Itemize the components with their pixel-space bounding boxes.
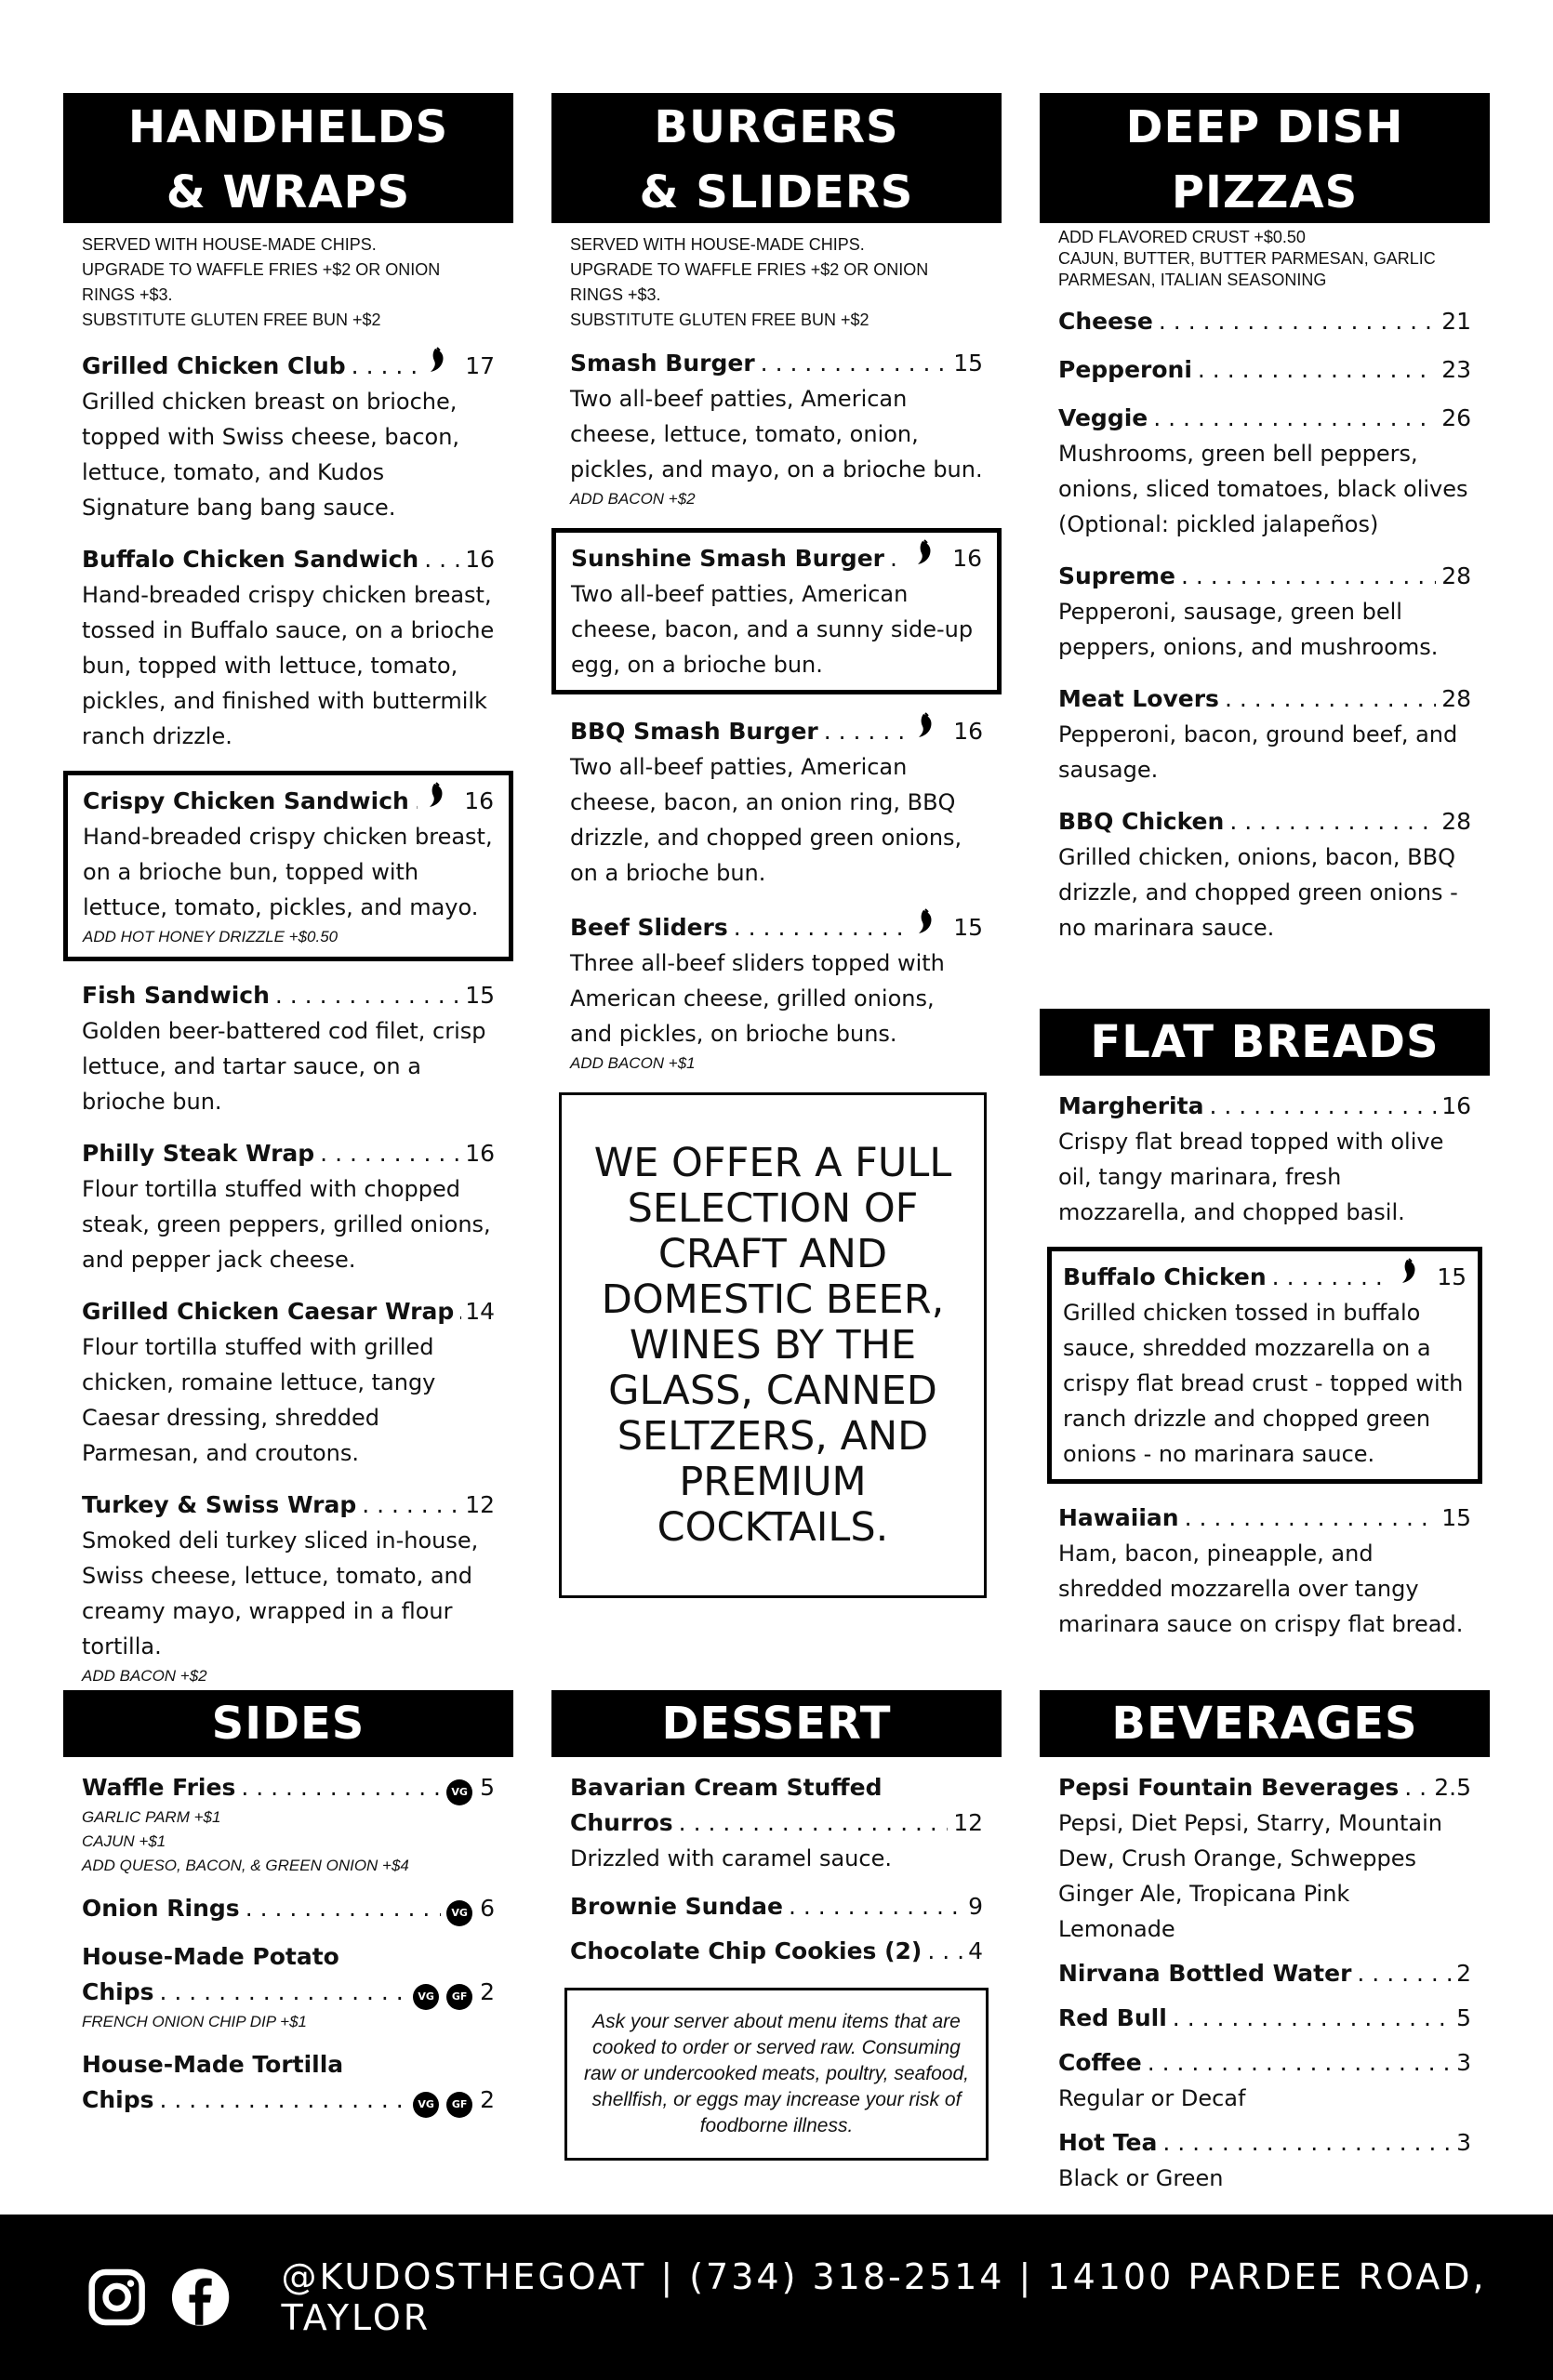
item-description: Black or Green [1058, 2165, 1224, 2191]
item-description: Ham, bacon, pineapple, and shredded mozzarella over tangy marinara sauce on crispy flat bread. [1058, 1540, 1464, 1637]
menu-item [1058, 2001, 1471, 2036]
spicy-pepper-icon [423, 781, 451, 809]
section-note [570, 232, 983, 333]
spicy-pepper-icon [1396, 1257, 1424, 1285]
menu-item [570, 907, 983, 1076]
menu-item [82, 1939, 495, 2034]
section-title-line2: & SLIDERS [639, 166, 914, 218]
vegetarian-badge-icon: VG [446, 1779, 472, 1805]
item-name: Crispy Chicken Sandwich [83, 787, 409, 814]
item-price: 17 [465, 352, 495, 379]
section-header-burgers [551, 93, 1002, 223]
item-price: 16 [953, 718, 983, 745]
item-name: Grilled Chicken Caesar Wrap [82, 1298, 455, 1325]
item-name: Hawaiian [1058, 1504, 1179, 1531]
item-description: Pepperoni, sausage, green bell peppers, onions, and mushrooms. [1058, 599, 1439, 660]
note-line: SUBSTITUTE GLUTEN FREE BUN +$2 [570, 311, 869, 329]
menu-item [570, 1934, 983, 1969]
vegetarian-badge-icon: VG [446, 1900, 472, 1926]
item-description: Two all-beef patties, American cheese, bacon, and a sunny side-up egg, on a brioche bun. [571, 581, 974, 678]
item-addon: FRENCH ONION CHIP DIP +$1 [82, 2013, 307, 2030]
vegetarian-badge-icon: VG [413, 1984, 439, 2010]
menu-item [570, 711, 983, 891]
item-description: Drizzled with caramel sauce. [570, 1845, 892, 1871]
note-line: UPGRADE TO WAFFLE FRIES +$2 OR ONION RINGS +$3. [82, 260, 441, 304]
item-name: Red Bull [1058, 2004, 1167, 2031]
section-note [82, 232, 495, 333]
section-title-line1: DEEP DISH [1125, 101, 1404, 153]
menu-item [1058, 1770, 1471, 1947]
item-price: 26 [1441, 404, 1471, 431]
item-name: Beef Sliders [570, 914, 728, 941]
item-name: Nirvana Bottled Water [1058, 1960, 1352, 1987]
item-name: Coffee [1058, 2049, 1142, 2076]
item-addon: GARLIC PARM +$1 [82, 1808, 221, 1826]
item-name: Philly Steak Wrap [82, 1140, 315, 1167]
menu-item [82, 1294, 495, 1471]
item-name: Veggie [1058, 404, 1148, 431]
featured-menu-item [1047, 1247, 1482, 1484]
menu-item [82, 2047, 495, 2118]
item-price: 4 [968, 1937, 983, 1964]
note-line: UPGRADE TO WAFFLE FRIES +$2 OR ONION RINGS +$3. [570, 260, 929, 304]
item-name: Pepperoni [1058, 356, 1192, 383]
item-price: 3 [1456, 2049, 1471, 2076]
note-line: CAJUN, BUTTER, BUTTER PARMESAN, GARLIC PARMESAN, ITALIAN SEASONING [1058, 249, 1436, 289]
item-name: Cheese [1058, 308, 1153, 335]
item-name: Chocolate Chip Cookies (2) [570, 1937, 923, 1964]
item-name: Brownie Sundae [570, 1893, 784, 1920]
menu-item [570, 346, 983, 511]
vegetarian-badge-icon: VG [413, 2092, 439, 2118]
instagram-icon[interactable] [88, 2267, 145, 2328]
menu-item [570, 1770, 983, 1876]
menu-item [1058, 681, 1471, 787]
item-description: Regular or Decaf [1058, 2085, 1246, 2111]
section-title-line1: BURGERS [654, 101, 899, 153]
footer-bar [0, 2215, 1553, 2380]
item-description: Three all-beef sliders topped with American cheese, grilled onions, and pickles, on brioche buns. [570, 950, 945, 1047]
item-addon: ADD BACON +$1 [570, 1054, 696, 1072]
menu-item [1058, 2125, 1471, 2196]
item-name: Chips [82, 1978, 154, 2005]
item-price: 2 [1456, 1960, 1471, 1987]
item-name: Meat Lovers [1058, 685, 1219, 712]
column-dessert [551, 1690, 1002, 2161]
section-header-flatbreads: FLAT BREADS [1040, 1009, 1490, 1076]
gluten-free-badge-icon: GF [446, 2092, 472, 2118]
item-price: 28 [1441, 562, 1471, 589]
item-price: 15 [953, 350, 983, 377]
column-burgers [551, 93, 1002, 1092]
gluten-free-badge-icon: GF [446, 1984, 472, 2010]
item-price: 16 [465, 546, 495, 573]
section-title-line2: PIZZAS [1171, 166, 1359, 218]
item-price: 28 [1441, 685, 1471, 712]
item-description: Smoked deli turkey sliced in-house, Swiss cheese, lettuce, tomato, and creamy mayo, wrapped in a flour tortilla. [82, 1527, 479, 1659]
item-addon: ADD HOT HONEY DRIZZLE +$0.50 [83, 928, 338, 945]
item-description: Pepsi, Diet Pepsi, Starry, Mountain Dew, Crush Orange, Schweppes Ginger Ale, Tropicana Pink Lemonade [1058, 1810, 1442, 1942]
note-line: SERVED WITH HOUSE-MADE CHIPS. [570, 235, 865, 254]
item-name: Sunshine Smash Burger [571, 545, 884, 572]
menu-item [1058, 2045, 1471, 2116]
item-name-line1: House-Made Tortilla [82, 2051, 344, 2078]
column-beverages [1040, 1690, 1490, 2196]
item-description: Flour tortilla stuffed with chopped steak, green peppers, grilled onions, and pepper jack cheese. [82, 1176, 491, 1273]
menu-item [82, 542, 495, 754]
menu-item [1058, 1501, 1471, 1642]
item-name: Onion Rings [82, 1895, 240, 1922]
featured-menu-item [551, 528, 1002, 694]
item-name: Chips [82, 2086, 154, 2113]
item-price: 5 [480, 1774, 495, 1801]
note-line: SUBSTITUTE GLUTEN FREE BUN +$2 [82, 311, 381, 329]
item-addon: CAJUN +$1 [82, 1832, 166, 1850]
item-price: 2.5 [1434, 1774, 1471, 1801]
column-pizzas [1040, 93, 1490, 945]
item-price: 12 [465, 1491, 495, 1518]
spicy-pepper-icon [912, 711, 940, 739]
section-header-pizzas [1040, 93, 1490, 223]
item-name: Supreme [1058, 562, 1175, 589]
section-title-line1: HANDHELDS [127, 101, 449, 153]
item-addon: ADD BACON +$2 [82, 1667, 207, 1685]
menu-item [1058, 1956, 1471, 1991]
menu-item [1058, 352, 1471, 388]
section-note [1058, 227, 1471, 291]
item-name: Fish Sandwich [82, 982, 270, 1009]
item-description: Grilled chicken, onions, bacon, BBQ drizzle, and chopped green onions - no marinara sauce. [1058, 844, 1458, 941]
menu-item [82, 1488, 495, 1688]
item-name: Hot Tea [1058, 2129, 1158, 2156]
item-price: 16 [1441, 1092, 1471, 1119]
item-description: Two all-beef patties, American cheese, bacon, an onion ring, BBQ drizzle, and chopped green onions, on a brioche bun. [570, 754, 962, 886]
column-handhelds [63, 93, 513, 1688]
drinks-promo-box [559, 1092, 987, 1598]
menu-item [570, 1889, 983, 1924]
item-description: Crispy flat bread topped with olive oil, tangy marinara, fresh mozzarella, and chopped basil. [1058, 1129, 1444, 1225]
item-name: Smash Burger [570, 350, 755, 377]
note-line: ADD FLAVORED CRUST +$0.50 [1058, 228, 1306, 246]
item-price: 3 [1456, 2129, 1471, 2156]
featured-menu-item [63, 771, 513, 961]
menu-item [1058, 559, 1471, 665]
item-price: 15 [465, 982, 495, 1009]
item-description: Grilled chicken breast on brioche, topped with Swiss cheese, bacon, lettuce, tomato, and Kudos Signature bang bang sauce. [82, 389, 460, 521]
item-price: 16 [952, 545, 982, 572]
section-header-handhelds [63, 93, 513, 223]
item-price: 15 [1437, 1263, 1467, 1290]
item-name: BBQ Chicken [1058, 808, 1225, 835]
food-safety-disclaimer: Ask your server about menu items that are cooked to order or served raw. Consuming raw or undercooked meats, poultry, seafood, shellfish, or eggs may increase your risk of foodborne illness. [564, 1988, 989, 2161]
item-price: 23 [1441, 356, 1471, 383]
spicy-pepper-icon [912, 907, 940, 935]
item-name: Buffalo Chicken [1063, 1263, 1267, 1290]
item-name-line1: Bavarian Cream Stuffed [570, 1774, 883, 1801]
item-description: Two all-beef patties, American cheese, lettuce, tomato, onion, pickles, and mayo, on a brioche bun. [570, 386, 983, 483]
menu-item [1058, 304, 1471, 339]
spicy-pepper-icon [424, 346, 452, 374]
item-price: 6 [480, 1895, 495, 1922]
item-addon: ADD BACON +$2 [570, 490, 696, 508]
menu-item [1058, 1089, 1471, 1230]
item-name: Grilled Chicken Club [82, 352, 346, 379]
item-name: Margherita [1058, 1092, 1204, 1119]
note-line: SERVED WITH HOUSE-MADE CHIPS. [82, 235, 377, 254]
item-price: 15 [953, 914, 983, 941]
contact-info: @KUDOSTHEGOAT | (734) 318-2514 | 14100 PARDEE ROAD, TAYLOR [281, 2256, 1487, 2338]
item-price: 12 [953, 1809, 983, 1836]
item-description: Mushrooms, green bell peppers, onions, sliced tomatoes, black olives (Optional: pickled jalapeños) [1058, 441, 1468, 537]
menu-item [82, 346, 495, 525]
item-description: Grilled chicken tossed in buffalo sauce, shredded mozzarella on a crispy flat bread crust - topped with ranch drizzle and chopped green onions - no marinara sauce. [1063, 1300, 1464, 1467]
item-name: Pepsi Fountain Beverages [1058, 1774, 1400, 1801]
spicy-pepper-icon [911, 538, 939, 566]
item-price: 9 [968, 1893, 983, 1920]
item-name: Turkey & Swiss Wrap [82, 1491, 357, 1518]
item-description: Golden beer-battered cod filet, crisp lettuce, and tartar sauce, on a brioche bun. [82, 1018, 486, 1115]
promo-text: WE OFFER A FULL SELECTION OF CRAFT AND DOMESTIC BEER, WINES BY THE GLASS, CANNED SELTZERS, AND PREMIUM COCKTAILS. [593, 1139, 952, 1551]
item-price: 2 [480, 1978, 495, 2005]
menu-item [82, 1770, 495, 1878]
menu-item [82, 1891, 495, 1926]
item-price: 16 [464, 787, 494, 814]
item-addon: ADD QUESO, BACON, & GREEN ONION +$4 [82, 1857, 409, 1874]
section-header-beverages: BEVERAGES [1040, 1690, 1490, 1757]
item-price: 28 [1441, 808, 1471, 835]
item-description: Hand-breaded crispy chicken breast, on a brioche bun, topped with lettuce, tomato, pickles, and mayo. [83, 824, 493, 920]
menu-item [1058, 401, 1471, 542]
menu-item [82, 978, 495, 1119]
item-name: BBQ Smash Burger [570, 718, 818, 745]
column-sides [63, 1690, 513, 2118]
section-title-line2: & WRAPS [166, 166, 411, 218]
item-description: Flour tortilla stuffed with grilled chicken, romaine lettuce, tangy Caesar dressing, shredded Parmesan, and croutons. [82, 1334, 436, 1466]
menu-item [1058, 804, 1471, 945]
column-flatbreads [1040, 1009, 1490, 1659]
item-price: 16 [465, 1140, 495, 1167]
section-header-dessert: DESSERT [551, 1690, 1002, 1757]
item-price: 21 [1441, 308, 1471, 335]
item-price: 2 [480, 2086, 495, 2113]
facebook-icon[interactable] [171, 2266, 230, 2329]
item-description: Pepperoni, bacon, ground beef, and sausage. [1058, 721, 1458, 783]
item-name-line1: House-Made Potato [82, 1943, 339, 1970]
item-name: Waffle Fries [82, 1774, 236, 1801]
item-price: 14 [465, 1298, 495, 1325]
section-header-sides: SIDES [63, 1690, 513, 1757]
item-name: Buffalo Chicken Sandwich [82, 546, 419, 573]
item-description: Hand-breaded crispy chicken breast, tossed in Buffalo sauce, on a brioche bun, topped with lettuce, tomato, pickles, and finished with buttermilk ranch drizzle. [82, 582, 495, 749]
menu-item [82, 1136, 495, 1277]
item-price: 15 [1441, 1504, 1471, 1531]
item-price: 5 [1456, 2004, 1471, 2031]
item-name: Churros [570, 1809, 673, 1836]
